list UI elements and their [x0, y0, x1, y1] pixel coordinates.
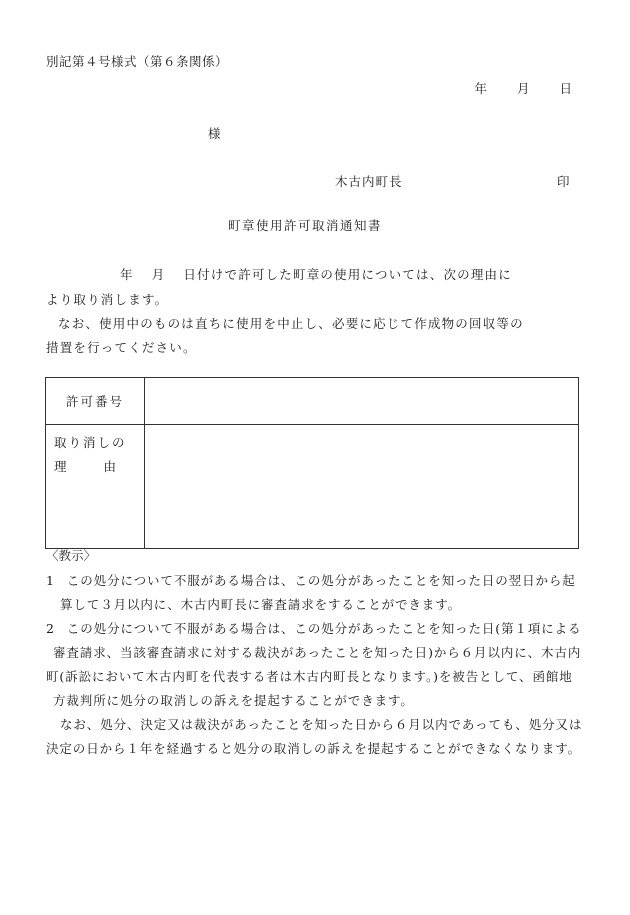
instruction-heading: 〈教示〉 [46, 548, 97, 563]
permit-number-value-cell[interactable] [145, 378, 579, 425]
instruction-item-2-line-3: 町(訴訟において木古内町を代表する者は木古内町長となります。)を被告として、函館地 [46, 669, 573, 684]
instruction-item-2-line-2: 審査請求、当該審査請求に対する裁決があったことを知った日)から６月以内に、木古内 [53, 645, 582, 660]
date-line [475, 79, 572, 97]
instruction-note-line-1: なお、処分、決定又は裁決があったことを知った日から６月以内であっても、処分又は [60, 717, 583, 732]
instruction-item-1-number: 1 [46, 573, 55, 588]
instruction-item-2-line-1 [46, 617, 581, 641]
revocation-reason-label [46, 425, 145, 549]
addressee-suffix: 様 [208, 126, 221, 141]
body-year-label: 年 [120, 267, 134, 282]
body-line-2: より取り消します。 [46, 292, 169, 307]
body-line-1 [120, 265, 512, 283]
seal-mark: 印 [557, 174, 570, 189]
form-label: 別記第４号様式（第６条関係） [46, 54, 229, 69]
reason-char-2: 由 [103, 459, 118, 474]
permit-info-table [45, 377, 579, 549]
revocation-reason-row [46, 425, 579, 549]
date-day-label: 日 [559, 81, 572, 96]
permit-number-row [46, 378, 579, 425]
body-line-4: 措置を行ってください。 [46, 340, 197, 355]
revocation-reason-label-line-1: 取り消しの [54, 435, 127, 450]
body-line-1-text: 日付けで許可した町章の使用については、次の理由に [183, 267, 512, 282]
issuer-name: 木古内町長 [335, 174, 403, 189]
instruction-item-1-text-1: この処分について不服がある場合は、この処分があったことを知った日の翌日から起 [66, 573, 576, 588]
instruction-item-1-line-1 [46, 569, 576, 593]
permit-number-label: 許可番号 [46, 378, 145, 425]
date-year-label: 年 [474, 81, 488, 96]
instruction-item-2-text-1: この処分について不服がある場合は、この処分があったことを知った日(第１項による [66, 621, 582, 636]
date-month-label: 月 [517, 81, 530, 96]
body-month-label: 月 [151, 267, 166, 282]
instruction-item-2-line-4: 方裁判所に処分の取消しの訴えを提起することができます。 [53, 693, 414, 708]
instruction-item-2-number: 2 [46, 621, 55, 636]
instruction-note-line-2: 決定の日から１年を経過すると処分の取消しの訴えを提起することができなくなります。 [46, 741, 582, 756]
reason-char-1: 理 [54, 459, 69, 474]
revocation-reason-value-cell[interactable] [145, 425, 579, 549]
revocation-reason-label-line-2 [54, 455, 118, 479]
instruction-item-1-line-2: 算して３月以内に、木古内町長に審査請求をすることができます。 [60, 597, 462, 612]
body-line-3: なお、使用中のものは直ちに使用を中止し、必要に応じて作成物の回収等の [58, 316, 524, 331]
document-title: 町章使用許可取消通知書 [228, 218, 383, 233]
